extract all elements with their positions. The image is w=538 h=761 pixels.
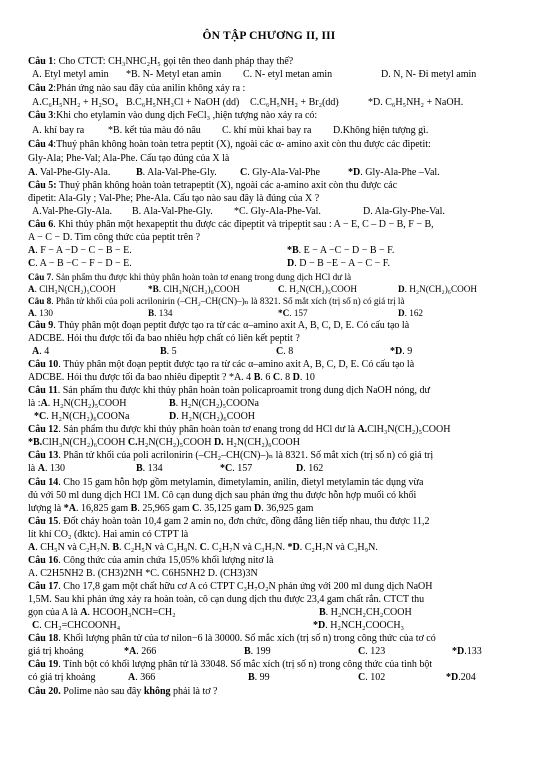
text-run: . Tính bột có khối lượng phân tử là 33048. Số mắc xích (trị số n) trong công thức của tinh bột [58,659,433,670]
text-run: . 36,925 gam [261,503,314,514]
answer-option [398,307,423,319]
text-line [28,153,514,165]
text-line [28,193,514,205]
text-line [28,83,514,95]
bold-text: *D [390,346,403,357]
bold-text: B [169,398,176,409]
bold-text: *B. [28,437,43,448]
text-run: . 266 [136,646,157,657]
text-run: . CH₂=CHCOONH₄ [39,620,121,631]
answer-option [169,411,255,423]
text-run: . 130 [44,463,65,474]
bold-text: A [28,167,36,178]
text-run: . ClH₃N(CH₂)₅COOH [34,284,116,294]
bold-text: C. [127,437,138,448]
bold-text: Câu 16 [28,555,59,566]
page-title: ÔN TẬP CHƯƠNG II, III [202,30,336,42]
answer-option [28,258,132,270]
answer-option [28,672,95,684]
bold-text: A [28,245,36,256]
bold-text: *B [287,245,299,256]
answer-option [287,258,390,270]
bold-text: D [398,308,405,318]
text-line [28,503,514,515]
text-run: :Thuỷ phân không hoàn toàn tetra peptit (X), ngoài các α- amino axit còn thu được các đipetit: [53,139,431,150]
bold-text: B [160,346,167,357]
text-line [28,581,514,593]
text-run: . D − B −E − A − C − F. [294,258,390,269]
bold-text: Câu 12 [28,424,59,435]
text-run: . Sản phẩm thu được khi thủy phân hoàn toàn policaproamit trong dung dịch NaOH nóng, dư [57,385,430,396]
answer-option [28,307,53,319]
bold-text: *D [287,542,300,553]
answer-option [136,167,217,179]
text-run: D.Không hiện tượng gì. [333,125,429,136]
bold-text: Câu 4 [28,139,54,150]
text-run: . C₂H₅N và C₃H₉N. [119,542,200,553]
text-run: . H₂N(CH₂)₅COOH [47,398,127,409]
text-run: . 130 [34,308,54,318]
answer-option [348,167,440,179]
text-run: A. C2H5NH2 B. (CH3)2NH *C. C6H5NH2 D. (CH3)3N [28,568,258,579]
text-line [28,125,514,138]
bold-text: B [136,167,143,178]
bold-text: *C [34,411,47,422]
answer-option [363,206,445,218]
bold-text: Câu 20. [28,686,61,697]
bold-text: A [28,284,35,294]
text-run: C. N- etyl metan amin [243,69,333,80]
text-run: C. khí mùi khai bay ra [222,125,312,136]
text-run: A − C − D. Tìm công thức của peptit trên ? [28,232,201,243]
bold-text: C [192,503,200,514]
answer-option [32,97,118,109]
text-line [28,437,514,449]
text-line [28,307,514,320]
text-run: gọn của A là [28,607,81,618]
text-run: . CH₅N và C₂H₇N. [35,542,113,553]
answer-option [28,398,127,410]
answer-option [234,206,321,218]
text-run: . Phân tử khối của poli acrilonirin (–CH₂–CH(CN)–)ₙ là 8321. Số mắt xích (trị số n) có giá trị [58,450,434,461]
answer-option [32,346,49,358]
text-line [28,110,514,122]
answer-option [276,346,293,358]
answer-option [244,646,271,658]
bold-text: Câu 13 [28,450,59,461]
text-line [28,97,514,110]
answer-option [278,283,357,295]
bold-text: A [80,607,88,618]
text-run: lượng là [28,503,64,514]
text-run: B.C₆H₅NH₃Cl + NaOH (dd) [126,97,240,108]
bold-text: A [28,542,36,553]
bold-text: C [32,620,40,631]
text-line [28,271,514,283]
bold-text: Câu 10 [28,359,59,370]
text-line [28,219,514,231]
answer-option [32,206,112,218]
text-run: . H₂N(CH₂)₅COONa [175,398,259,409]
text-run: . 162 [303,463,324,474]
text-run: Thuỷ phân không hoàn toàn tetrapeptit (X), ngoài các a-amino axit còn thu được các [56,180,398,191]
bold-text: C [270,372,281,383]
text-run: . 134 [142,463,163,474]
text-run: . H₂NCH₂CH₂COOH [325,607,412,618]
bold-text: Câu 2 [28,83,54,94]
text-run: . Thủy phân một đoạn peptit được tạo ra từ các α–amino axit A, B, C, D, E. Có cấu tạo là [53,320,410,331]
text-run: . Val-Phe-Gly-Ala. [35,167,111,178]
answer-option [220,463,252,475]
text-run: . 35,125 gam [199,503,254,514]
text-run: . Công thức của amin chứa 15,05% khối lượng nitơ là [58,555,274,566]
text-run: . Sản phẩm thu được khi thủy phân hoàn toàn tơ enang trong dung dịch HCl dư là [51,272,352,282]
text-run: C.C₆H₅NH₂ + Br₂(dd) [250,97,339,108]
answer-option [28,463,65,475]
text-run: . 8 [280,372,291,383]
text-line [28,258,514,271]
text-run: . 8 [283,346,294,357]
text-run: A. khí bay ra [32,125,85,136]
text-run: . Cho 17,8 gam một chất hữu cơ A có CTPT C₃H₇O₂N phản ứng với 200 ml dung dịch NaOH [58,581,433,592]
text-line [28,385,514,397]
text-line [28,490,514,502]
text-run: ADCBE. Hỏi thu được tối đa bao nhiêu hợp chất có liên kết peptit ? [28,333,300,344]
text-line [28,372,514,384]
text-line [28,56,514,68]
text-run: . F − A −D − C − B − E. [35,245,132,256]
bold-text: A [28,308,35,318]
text-run: . C₂H₇N và C₃H₉N. [299,542,378,553]
text-run: . 16,825 gam [75,503,131,514]
answer-option [148,283,240,295]
text-run: . Thủy phân một đoạn peptit được tạo ra từ các α–amino axit A, B, C, D, E. Có cấu tạo là [58,359,415,370]
text-line [28,659,514,671]
text-line [28,411,514,424]
answer-option [28,646,84,658]
answer-option [240,167,320,179]
bold-text: Câu 18 [28,633,59,644]
bold-text: Câu 6 [28,219,54,230]
answer-option [32,69,109,81]
answer-option [333,125,428,137]
text-line [28,398,514,411]
answer-option [313,620,404,632]
bold-text: B [244,646,251,657]
text-run: ADCBE. Hỏi thu được tối đa bao nhiêu đipeptit ? *A. 4 [28,372,252,383]
bold-text: *D [452,646,465,657]
text-run: . 123 [365,646,386,657]
bold-text: Câu 17 [28,581,59,592]
bold-text: A [128,672,136,683]
text-run: :Khi cho etylamin vào dung dịch FeCl₃ ,hiện tượng nào xảy ra có: [53,110,318,121]
bold-text: *A [124,646,137,657]
text-run: . H₂N(CH₂)₆COONa [46,411,130,422]
text-line [28,686,514,698]
text-line [28,516,514,528]
bold-text: A [40,398,48,409]
text-run: lít khí CO₂ (đktc). Hai amin có CTPT là [28,529,189,540]
text-run: . 4 [39,346,50,357]
text-run: . 102 [365,672,386,683]
bold-text: B [251,372,261,383]
text-line [28,463,514,476]
text-run: . A − B −C − F − D − E. [35,258,132,269]
text-line [28,555,514,567]
text-run: *D. C₆H₅NH₂ + NaOH. [368,97,464,108]
text-run: . 366 [135,672,156,683]
bold-text: B [112,542,120,553]
text-run: D. N, N- Đi metyl amin [381,69,477,80]
answer-option [446,672,476,684]
text-line [28,346,514,359]
text-line [28,568,514,580]
bold-text: D. [213,437,224,448]
text-run: là [28,463,38,474]
answer-option [28,245,132,257]
bold-text: Câu 15 [28,516,59,527]
bold-text: Câu 19 [28,659,59,670]
bold-text: C [240,167,248,178]
bold-text: Câu 9 [28,320,54,331]
text-line [28,167,514,180]
bold-text: B [136,463,143,474]
answer-option [28,283,116,295]
bold-text: C [278,284,285,294]
bold-text: D [290,372,300,383]
bold-text: Câu 14 [28,477,59,488]
answer-option [278,307,308,319]
bold-text: *C [278,308,290,318]
text-run: . 199 [250,646,271,657]
bold-text: C [276,346,284,357]
bold-text: B [130,503,138,514]
text-line [28,477,514,489]
text-line [28,633,514,645]
text-run: . H₂N(CH₂)₆COOH [404,284,478,294]
text-line [28,206,514,219]
answer-option [28,607,176,619]
text-run: *B. kết tủa màu đỏ nâu [108,125,201,136]
text-run: . Khi thủy phân một hexapeptit thu được các đipeptit và tripeptit sau : A − E, C – D − B, F − B, [53,219,434,230]
text-line [28,672,514,685]
bold-text: không [143,686,171,697]
answer-option [32,620,120,632]
text-run: B. Ala-Val-Phe-Gly. [132,206,213,217]
answer-option [248,672,270,684]
text-line [28,529,514,541]
text-run: . C₂H₇N và C₃H₇N. [206,542,288,553]
text-run: giá trị khoảng [28,646,84,657]
text-run: Gly-Ala; Phe-Val; Ala-Phe. Cấu tạo đúng của X là [28,153,230,164]
answer-option [32,125,84,137]
answer-option [358,672,385,684]
answer-option [243,69,332,81]
bold-text: C [358,672,366,683]
text-line [28,620,514,633]
bold-text: C [199,542,207,553]
bold-text: A [32,346,40,357]
bold-text: Câu 5: [28,180,57,191]
text-run: . 134 [154,308,173,318]
answer-option [222,125,311,137]
answer-option [250,97,339,109]
bold-text: Câu 8 [28,296,52,306]
text-run: A.C₆H₅NH₂ + H₂SO₄ [32,97,119,108]
bold-text: Câu 7 [28,272,52,282]
text-run: ClH₃N(CH₂)₆COOH [42,437,128,448]
text-line [28,359,514,371]
text-run: . Gly-Ala-Phe –Val. [360,167,440,178]
answer-option [452,646,482,658]
text-run: . Cho 15 gam hỗn hợp gồm metylamin, đimetylamin, anilin, đietyl metylamin tác dụng vừa [58,477,424,488]
text-run: 1,5M. Sau khi phản ứng xảy ra hoàn toàn, cô cạn dung dịch thu được 23,4 gam chất rắn. CTCT thu [28,594,425,605]
text-run: . 157 [232,463,253,474]
text-run: D. Ala-Gly-Phe-Val. [363,206,445,217]
text-run: phải là tơ ? [170,686,218,697]
text-run: có giá trị khoảng [28,672,96,683]
answer-option [136,463,163,475]
text-line [28,542,514,554]
text-run: . 10 [299,372,315,383]
answer-option [124,646,156,658]
bold-text: C [28,258,36,269]
text-run: ClH₃N(CH₂)₅COOH [367,424,451,435]
bold-text: *D [313,620,326,631]
text-run: . H₂NCH₂COOCH₃ [325,620,405,631]
text-run: . H₂N(CH₂)₅COOH [284,284,358,294]
bold-text: C [358,646,366,657]
text-run: . Đốt cháy hoàn toàn 10,4 gam 2 amin no, đơn chức, đồng đẳng liên tiếp nhau, thu được 11,2 [58,516,430,527]
text-run: .204 [458,672,476,683]
text-run: : Cho CTCT: CH₃NHC₂H₅ gọi tên theo danh pháp thay thế? [53,56,294,67]
bold-text: *D [348,167,361,178]
text-line [28,607,514,620]
text-run: H₂N(CH₂)₅COOH [137,437,214,448]
answer-option [368,97,463,109]
answer-option [148,307,173,319]
bold-text: D [296,463,304,474]
answer-option [34,411,129,423]
text-run: A.Val-Phe-Gly-Ala. [32,206,112,217]
text-line [28,424,514,436]
text-line [28,245,514,258]
text-run: . Gly-Ala-Val-Phe [247,167,320,178]
bold-text: B [319,607,326,618]
text-line [28,295,514,307]
bold-text: D [254,503,262,514]
text-run: . Ala-Val-Phe-Gly. [142,167,217,178]
bold-text: D [169,411,177,422]
answer-option [381,69,476,81]
answer-option [108,125,201,137]
bold-text: B [148,308,155,318]
answer-option [28,167,110,179]
text-line [28,450,514,462]
answer-option [169,398,259,410]
text-run: . HCOOH₃NCH=CH₂ [87,607,176,618]
answer-option [132,206,213,218]
text-line [28,594,514,606]
answer-option [390,346,412,358]
text-run: . ClH₃N(CH₂)₆COOH [158,284,240,294]
bold-text: D [398,284,405,294]
text-run: :Phản ứng nào sau đây của anilin không xảy ra : [53,83,246,94]
text-run: .133 [464,646,482,657]
text-run: . Sản phẩm thu được khi thủy phân hoàn toàn tơ enang trong dd HCl dư là [58,424,358,435]
text-run: . 99 [254,672,270,683]
text-run: . Phân tử khối của poli acrilonirin (–CH₂–CH(CN)–)ₙ là 8321. Số mắt xích (trị số n) có giá trị là [51,296,405,306]
text-run: là : [28,398,41,409]
text-run: A. Etyl metyl amin [32,69,109,80]
bold-text: *C [220,463,233,474]
bold-text: *D [446,672,459,683]
text-line [28,646,514,659]
text-run: . H₂N(CH₂)₆COOH [176,411,256,422]
text-run: . 6 [260,372,271,383]
text-run: đủ với 50 ml dung dịch HCl 1M. Cô cạn dung dịch sau phản ứng thu được hỗn hợp muối có khối [28,490,417,501]
text-line [28,320,514,332]
text-run: . 162 [404,308,424,318]
answer-option [126,69,221,81]
text-run: . 9 [402,346,413,357]
bold-text: A. [357,424,368,435]
bold-text: *A [63,503,76,514]
text-line [28,333,514,345]
answer-option [126,97,239,109]
text-run: . Khối lượng phân tử của tơ nilon−6 là 30000. Số mắc xích (trị số n) trong công thức của tơ có [58,633,436,644]
bold-text: Câu 3 [28,110,54,121]
text-run: . 5 [166,346,177,357]
text-run: . 25,965 gam [137,503,193,514]
text-run: . E − A −C − D − B − F. [298,245,395,256]
bold-text: Câu 1 [28,56,54,67]
answer-option [160,346,177,358]
bold-text: Câu 11 [28,385,58,396]
answer-option [358,646,385,658]
answer-option [296,463,323,475]
text-line [28,139,514,151]
bold-text: *B [148,284,159,294]
bold-text: A [37,463,45,474]
text-run: H₂N(CH₂)₆COOH [223,437,300,448]
answer-option [128,672,155,684]
text-line [28,180,514,192]
answer-option [319,607,412,619]
text-run: Polime nào sau đây [60,686,144,697]
text-run: . 157 [289,308,308,318]
answer-option [287,245,394,257]
text-run: *C. Gly-Ala-Phe-Val. [234,206,321,217]
text-run: đipetit: Ala-Gly ; Val-Phe; Phe-Ala. Cấu tạo nào sau đây là đúng của X ? [28,193,320,204]
text-line [28,69,514,82]
bold-text: D [287,258,295,269]
text-run: *B. N- Metyl etan amin [126,69,222,80]
answer-option [398,283,477,295]
bold-text: B [248,672,255,683]
text-line [28,232,514,244]
